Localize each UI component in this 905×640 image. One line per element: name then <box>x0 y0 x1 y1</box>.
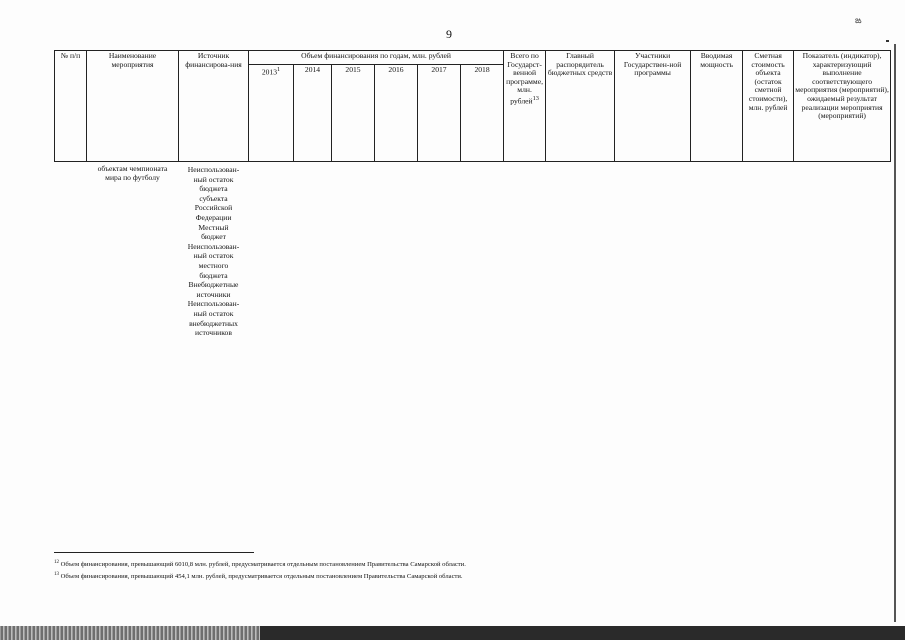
funding-source-line: ный остаток <box>193 308 234 318</box>
footnote-text: Объем финансирования, превышающий 454,1 млн. рублей, предусматривается отдельным постановлением Правительства Самарской области. <box>60 573 463 581</box>
table-row <box>55 162 891 341</box>
funding-source-line: бюджет <box>201 232 226 242</box>
funding-source-cell <box>179 162 249 341</box>
funding-source-line: Внебюджетные <box>188 280 239 290</box>
header-year-2018: 2018 <box>461 65 504 162</box>
funding-source-line: Неиспользован- <box>187 165 240 174</box>
funding-table <box>54 50 891 341</box>
funding-source-line: бюджета <box>199 270 228 280</box>
page-number: 9 <box>446 27 452 41</box>
funding-source-line: Федерации <box>195 212 232 222</box>
footnote-divider <box>54 552 254 553</box>
funding-source-line: ный остаток <box>193 174 234 184</box>
scan-dot <box>886 40 889 42</box>
funding-source-line: источники <box>196 289 231 299</box>
funding-source-line: бюджета <box>199 184 228 194</box>
header-funding-by-year: Объем финансирования по годам, млн. рублей <box>249 51 504 65</box>
funding-source-line: местного <box>198 260 229 270</box>
footnote-marker: 12 <box>54 560 59 565</box>
header-name: Наименование мероприятия <box>87 51 179 162</box>
footnote <box>54 572 463 580</box>
header-total-text: Всего по Государст-венной программе, млн. рублей <box>506 51 543 106</box>
funding-source-line: Местный <box>198 222 229 232</box>
header-capacity: Вводимая мощность <box>691 51 743 162</box>
header-participants: Участники Государствен-ной программы <box>615 51 691 162</box>
funding-source-line: Неиспользован- <box>187 241 240 251</box>
scan-edge-line <box>894 44 896 622</box>
header-year-2016: 2016 <box>375 65 418 162</box>
footnote-text: Объем финансирования, превышающий 6010,8 млн. рублей, предусматривается отдельным постановлением Правительства Самарской области. <box>60 561 466 569</box>
funding-source-line: ный остаток <box>193 251 234 261</box>
header-total <box>504 51 546 162</box>
header-number: № п/п <box>55 51 87 162</box>
header-indicator: Показатель (индикатор), характеризующий выполнение соответствующего мероприятия (мероприятий), ожидаемый результат реализации мероприятия (мероприятий) <box>794 51 891 162</box>
funding-source-line: субъекта <box>199 193 228 203</box>
funding-source-line: Российской <box>194 203 233 213</box>
header-year-2013 <box>249 65 294 162</box>
activity-name-cell <box>87 162 179 341</box>
header-year-2015: 2015 <box>332 65 375 162</box>
header-year-2017: 2017 <box>418 65 461 162</box>
scan-bottom-border <box>0 626 905 640</box>
header-total-footnote-mark: 13 <box>532 94 539 102</box>
funding-source-line: источников <box>195 328 232 338</box>
funding-source-line: Неиспользован- <box>187 299 240 309</box>
corner-mark: ఙ <box>855 15 862 25</box>
header-source: Источник финансирова-ния <box>179 51 249 162</box>
header-estimated-cost: Сметная стоимость объекта (остаток сметной стоимости), млн. рублей <box>743 51 794 162</box>
header-budget-manager: Главный распорядитель бюджетных средств <box>546 51 615 162</box>
footnote <box>54 560 466 568</box>
activity-name-line: объектам чемпионата <box>97 164 168 173</box>
header-year-2014: 2014 <box>294 65 332 162</box>
activity-name-line: мира по футболу <box>105 172 160 182</box>
header-year-2013-footnote-mark: 1 <box>277 66 281 73</box>
header-year-2013-text: 2013 <box>261 67 277 77</box>
funding-source-line: внебюджетных <box>189 318 238 328</box>
footnote-marker: 13 <box>54 572 59 577</box>
